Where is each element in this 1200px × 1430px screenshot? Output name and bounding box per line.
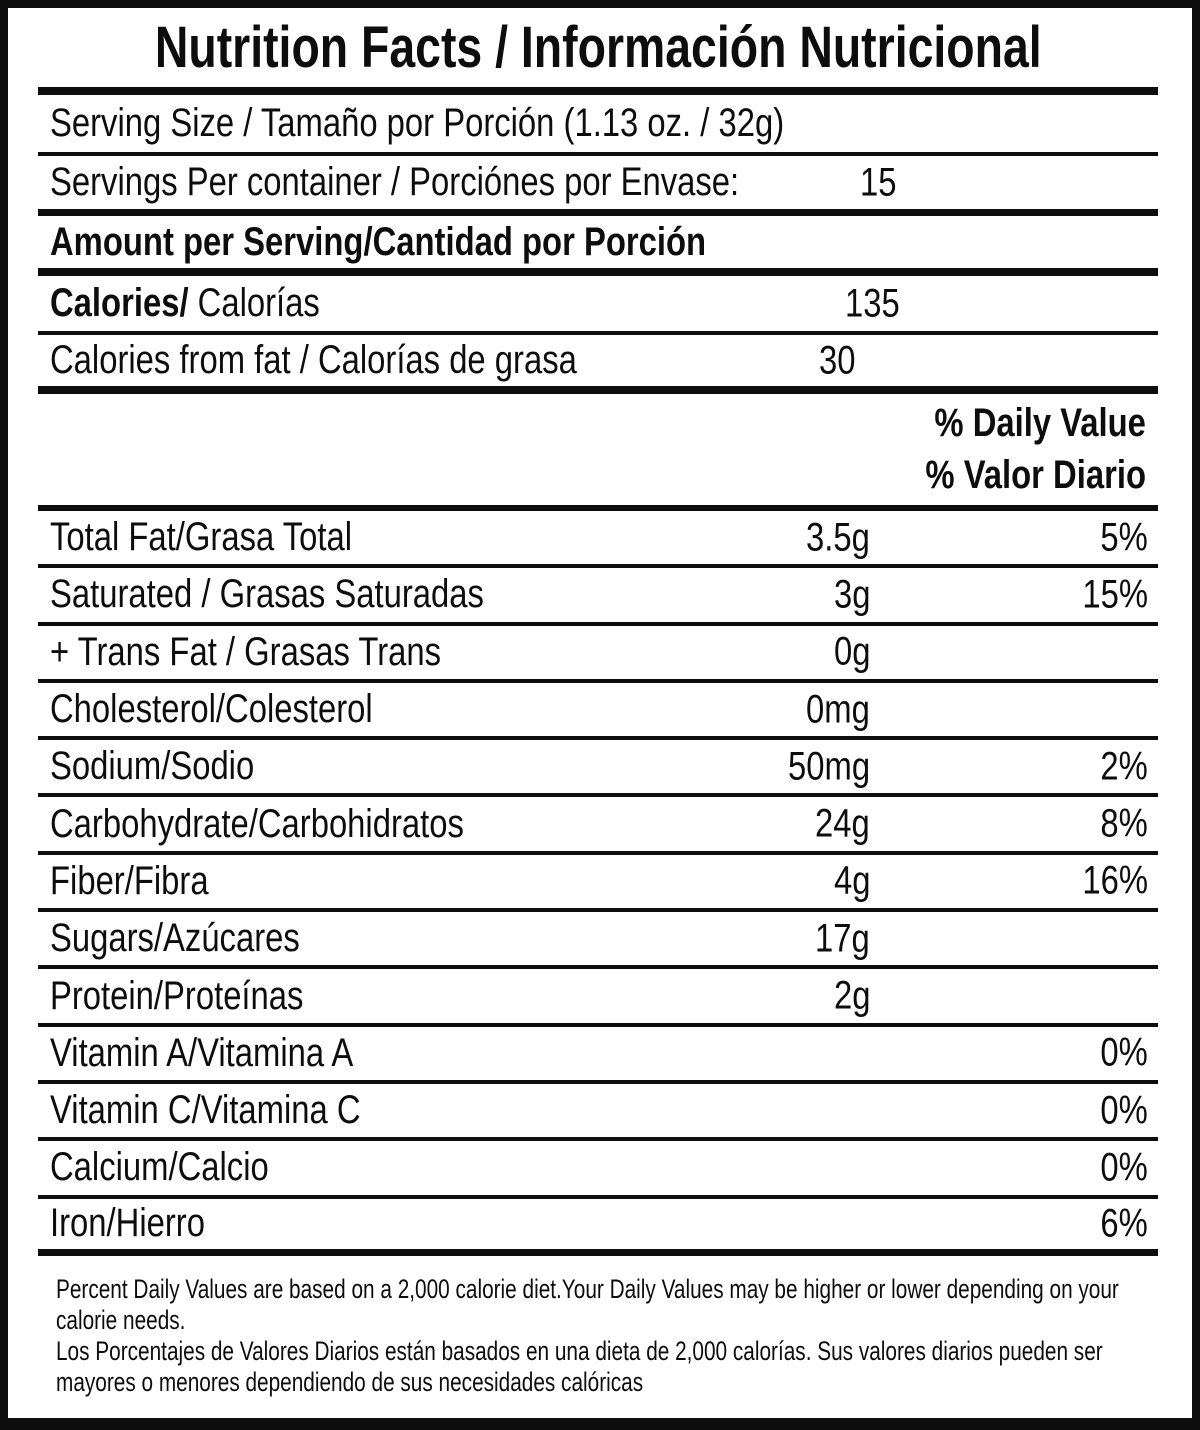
nutrient-label: Sugars/Azúcares [50,916,300,961]
serving-size-label: Serving Size / Tamaño por Porción (1.13 oz. / 32g) [50,101,785,145]
label-content [38,8,1158,1398]
nutrient-amount: 0mg [806,687,870,732]
nutrient-label: Calcium/Calcio [50,1145,269,1190]
nutrient-daily-value: 5% [1100,515,1148,560]
footnote-line [56,1367,1158,1398]
nutrient-row-cholesterol [38,683,1158,740]
nutrient-label: Vitamin A/Vitamina A [50,1030,354,1075]
title-divider-bar [38,87,1158,95]
nutrient-label: Saturated / Grasas Saturadas [50,572,484,617]
daily-value-heading-en: % Daily Value [934,401,1146,445]
nutrient-daily-value: 15% [1082,572,1148,617]
calories-value: 135 [845,281,900,325]
calories-label-es: Calorías [188,281,320,325]
nutrient-row-vitamin-a [38,1027,1158,1084]
servings-per-container-label: Servings Per container / Porciónes por Envase: [50,160,740,204]
nutrient-amount: 17g [815,916,870,961]
nutrient-amount: 50mg [787,744,870,789]
nutrient-label: + Trans Fat / Grasas Trans [50,629,442,674]
footnote-en-line2: calorie needs. [56,1304,186,1335]
calories-label [50,281,320,326]
nutrient-row-vitamin-c [38,1084,1158,1141]
nutrient-label: Iron/Hierro [50,1201,205,1246]
footnote-line [56,1336,1158,1367]
nutrient-row-total-fat [38,511,1158,568]
nutrient-daily-value: 8% [1100,801,1148,846]
calories-row [38,276,1158,335]
nutrient-row-sugars [38,912,1158,969]
nutrient-row-trans-fat [38,626,1158,683]
footnote-en-line1: Percent Daily Values are based on a 2,000 calorie diet.Your Daily Values may be higher or lower depending on your [56,1273,1119,1304]
nutrient-label: Fiber/Fibra [50,858,209,903]
nutrient-amount: 24g [815,801,870,846]
calories-label-en: Calories/ [50,281,189,325]
nutrient-amount: 2g [833,973,870,1018]
amount-per-serving-heading-row [38,216,1158,276]
nutrient-amount: 4g [833,858,870,903]
nutrient-row-fiber [38,855,1158,912]
page-title: Nutrition Facts / Información Nutricional [154,15,1042,80]
nutrient-daily-value: 16% [1082,858,1148,903]
nutrient-label: Carbohydrate/Carbohidratos [50,801,464,846]
nutrient-label: Sodium/Sodio [50,744,255,789]
nutrient-daily-value: 2% [1100,744,1148,789]
footnote-es-line2: mayores o menores dependiendo de sus necesidades calóricas [56,1366,644,1397]
nutrient-daily-value: 0% [1100,1088,1148,1133]
calories-from-fat-value: 30 [818,338,855,382]
calories-from-fat-label: Calories from fat / Calorías de grasa [50,338,577,382]
footnote-line [56,1305,1158,1336]
nutrient-amount: 3g [833,572,870,617]
nutrient-row-calcium [38,1141,1158,1198]
nutrient-daily-value: 0% [1100,1030,1148,1075]
daily-value-heading-block [38,394,1158,511]
nutrient-label: Cholesterol/Colesterol [50,687,373,732]
nutrient-daily-value: 0% [1100,1145,1148,1190]
nutrient-label: Vitamin C/Vitamina C [50,1088,361,1133]
footnote-line [56,1274,1158,1305]
nutrient-row-carbohydrate [38,797,1158,854]
nutrient-label: Protein/Proteínas [50,973,304,1018]
calories-from-fat-row [38,335,1158,394]
nutrient-row-iron [38,1199,1158,1256]
daily-value-heading-es: % Valor Diario [925,453,1146,497]
footnote-es-line1: Los Porcentajes de Valores Diarios están basados en una dieta de 2,000 calorías. Sus valores diarios pueden ser [56,1335,1103,1366]
amount-per-serving-heading: Amount per Serving/Cantidad por Porción [50,219,707,264]
nutrient-row-sodium [38,740,1158,797]
nutrient-amount: 0g [833,629,870,674]
footnote [38,1274,1158,1398]
serving-size-row [38,95,1158,156]
nutrient-row-saturated-fat [38,568,1158,625]
nutrient-row-protein [38,969,1158,1026]
nutrient-label: Total Fat/Grasa Total [50,515,353,560]
nutrient-daily-value: 6% [1100,1201,1148,1246]
servings-per-container-row [38,156,1158,216]
title-row [38,8,1158,87]
nutrient-amount: 3.5g [806,515,870,560]
servings-per-container-value: 15 [859,160,896,204]
